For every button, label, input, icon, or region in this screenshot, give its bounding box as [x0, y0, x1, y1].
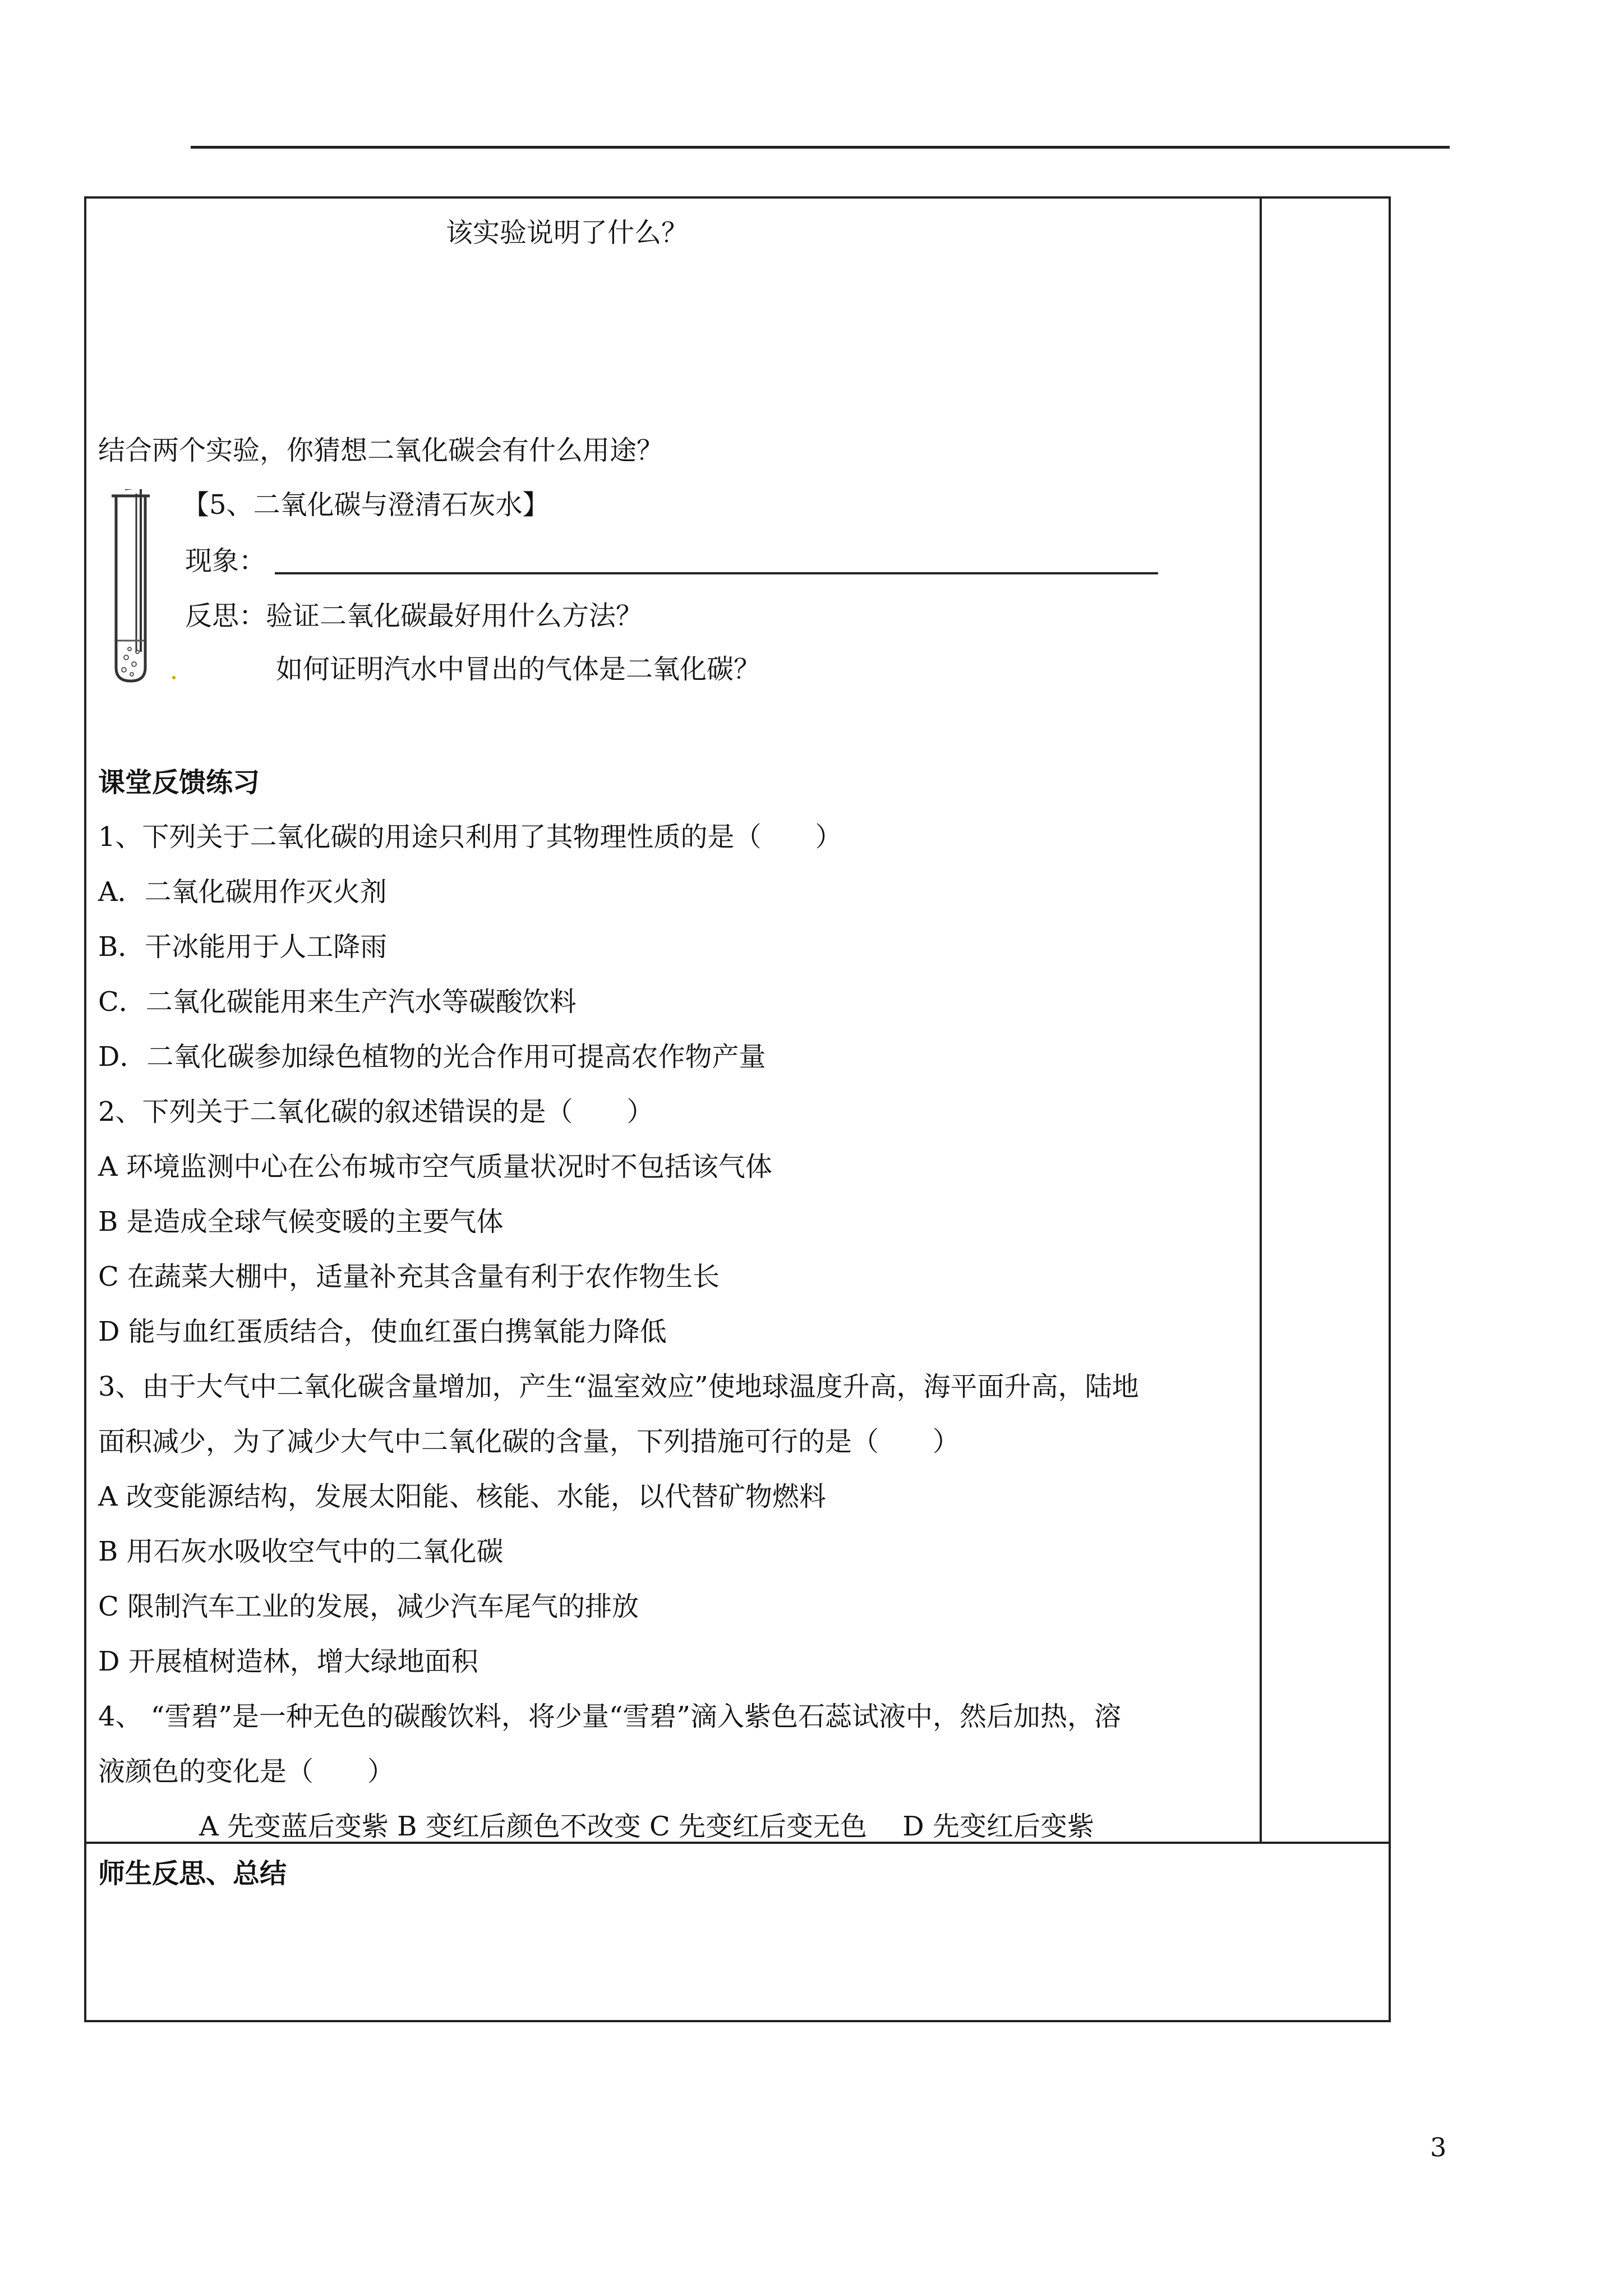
decorative-dot: [172, 676, 176, 679]
practice-line: D 开展植树造林，增大绿地面积: [98, 1646, 478, 1677]
practice-line: 3、由于大气中二氧化碳含量增加，产生“温室效应”使地球温度升高，海平面升高，陆地: [98, 1371, 1139, 1402]
practice-line: A 先变蓝后变紫 B 变红后颜色不改变 C 先变红后变无色 D 先变红后变紫: [199, 1811, 1094, 1842]
practice-line: B 是造成全球气候变暖的主要气体: [98, 1206, 504, 1237]
page-number: 3: [1430, 2132, 1447, 2162]
reflection-question: 反思：验证二氧化碳最好用什么方法？: [185, 600, 643, 632]
phenomenon-answer-line[interactable]: [275, 572, 1158, 574]
practice-line: C 限制汽车工业的发展，减少汽车尾气的排放: [98, 1591, 639, 1622]
practice-line: 液颜色的变化是（ ）: [98, 1756, 395, 1787]
practice-line: D 能与血红蛋质结合，使血红蛋白携氧能力降低: [98, 1316, 667, 1347]
header-rule: [191, 146, 1450, 149]
practice-line: A 环境监测中心在公布城市空气质量状况时不包括该气体: [98, 1151, 772, 1182]
test-tube-icon: [109, 489, 154, 687]
table-column-divider: [1260, 196, 1262, 1843]
practice-heading: 课堂反馈练习: [98, 767, 260, 798]
reflection-question-2: 如何证明汽水中冒出的气体是二氧化碳？: [276, 654, 761, 685]
practice-line: C 在蔬菜大棚中，适量补充其含量有利于农作物生长: [98, 1261, 720, 1292]
practice-line: B 用石灰水吸收空气中的二氧化碳: [98, 1536, 504, 1567]
practice-line: A．二氧化碳用作灭火剂: [98, 876, 387, 908]
practice-line: C．二氧化碳能用来生产汽水等碳酸饮料: [98, 986, 577, 1018]
summary-heading: 师生反思、总结: [98, 1858, 287, 1889]
practice-line: 1、下列关于二氧化碳的用途只利用了其物理性质的是（ ）: [98, 821, 842, 853]
question-co2-use: 结合两个实验，你猜想二氧化碳会有什么用途？: [98, 435, 664, 466]
practice-line: D．二氧化碳参加绿色植物的光合作用可提高农作物产量: [98, 1041, 766, 1073]
experiment-title: 【5、二氧化碳与澄清石灰水】: [182, 489, 550, 521]
practice-line: A 改变能源结构，发展太阳能、核能、水能，以代替矿物燃料: [98, 1481, 826, 1512]
practice-line: B．干冰能用于人工降雨: [98, 931, 388, 963]
practice-line: 面积减少，为了减少大气中二氧化碳的含量，下列措施可行的是（ ）: [98, 1426, 960, 1457]
phenomenon-label: 现象：: [185, 545, 266, 577]
practice-line: 2、下列关于二氧化碳的叙述错误的是（ ）: [98, 1096, 654, 1128]
question-experiment-meaning: 该实验说明了什么？: [446, 217, 689, 249]
practice-line: 4、 “雪碧”是一种无色的碳酸饮料，将少量“雪碧”滴入紫色石蕊试液中，然后加热，溶: [98, 1701, 1121, 1732]
